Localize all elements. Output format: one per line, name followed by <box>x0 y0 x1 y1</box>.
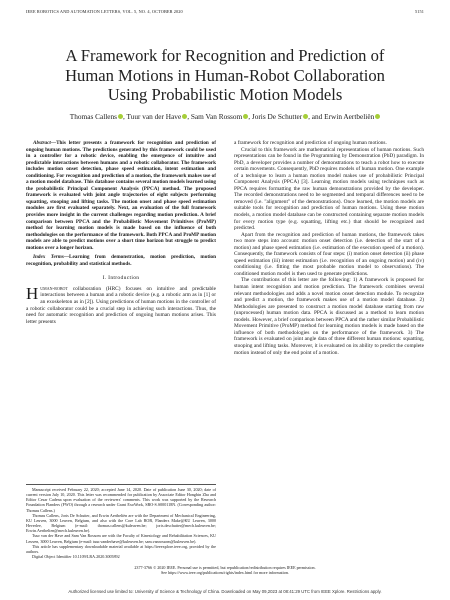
body-paragraph: Crucial to this framework are mathematical representations of human motions. Such representations can be found in the Programming by Demonstration (PbD) paradigm. In PbD, a developer provides a number of demonstrations to teach a robot how to execute certain movements. Consequently, PbD requires models of human motion. One example of a technique to learn a human motion model makes use of probabilistic Principal Component Analysis (PPCA) [3]. Learning motion models using techniques such as PPCA requires formatting the raw human demonstrations provided by the developer. The recorded demonstrations need to be segmented and temporal differences need to be removed (i.e. "alignment" of the demonstrations). Once learned, the motion models are suitable tools for recognition and prediction of human motions. Using these motion models, a motion model database can be constructed containing separate motion models for every motion type (e.g. squatting, lifting etc.) that should be recognized and predicted. <box>234 146 424 232</box>
index-terms <box>26 254 216 267</box>
author-name: Thomas Callens <box>69 112 118 121</box>
orcid-icon[interactable] <box>375 114 380 119</box>
title-line: Using Probabilistic Motion Models <box>107 85 343 104</box>
footnote-affiliation: Tuur van der Have and Sam Van Rossom are with the Faculty of Kinesiology and Rehabilitation Sciences, KU Leuven, 3000 Leuven, Belgium (e-mail: tuur.vanderhave@kuleuven.be; sam.vanrossom@kuleuven.be). <box>26 533 216 544</box>
page-number: 5151 <box>415 9 424 14</box>
body-paragraph: The contributions of this letter are the following: 1) A framework is proposed for human intent recognition and motion prediction. The framework combines several relevant methodologies and adds a novel motion onset detection module. To recognize and predict a motion, the framework makes use of a motion model database. 2) Methodologies are presented to construct a motion model database starting from raw (unprocessed) human motion data. PPCA is discussed as a method to learn motion models. However, a brief comparison between PPCA and the rather similar Probabilistic Movement Primitive (ProMP) method for learning motion models is made based on the influence of both methodologies on the performance of the framework. 3) The framework is evaluated on joint angle data of three different human motions: squatting, stooping and lifting tasks. Moreover, it is evaluated on its ability to predict the complete motion instead of only the end point of a motion. <box>234 277 424 356</box>
running-header <box>26 9 424 17</box>
right-column <box>234 140 424 356</box>
paper-title <box>20 46 430 105</box>
author-name: Sam Van Rossom <box>190 112 243 121</box>
footnote-supplementary: This article has supplementary downloadable material available at https://ieeexplore.ieee.org, provided by the authors. <box>26 543 216 554</box>
drop-cap: H <box>26 283 39 303</box>
copyright-notice <box>0 565 450 575</box>
author-separator: , <box>123 112 127 121</box>
introduction-paragraph <box>26 283 216 325</box>
index-terms-label: Index Terms <box>33 254 64 261</box>
intro-lead: uman-robot <box>40 285 68 292</box>
author-separator: , <box>248 112 252 121</box>
author-list <box>10 112 440 121</box>
abstract-text: —This letter presents a framework for recognition and prediction of ongoing human motions. The predictions generated by this framework could be used in a controller for a robotic device, enabling the emergence of intuitive and predictable interactions between humans and a robotic collaborator. The framework includes motion onset detection, phase speed estimation, intent estimation and conditioning. For recognition and prediction of a motion, the framework makes use of a motion model database. This database contains several motion models learned using the probabilistic Principal Component Analysis (PPCA) method. The proposed framework is evaluated with joint angle trajectories of eight subjects performing squatting, stooping and lifting tasks. The motion onset and phase speed estimation modules are first evaluated separately. Next, an evaluation of the full framework provides more insight in the current challenges regarding motion prediction. A brief comparison between PPCA and the Probabilistic Movement Primitives (ProMP) method for learning motion models is made based on the influence of both methodologies on the performance of the framework. Both PPCA and ProMP motion models are able to predict motions over a short time horizon but struggle to predict motions over a longer horizon. <box>26 140 216 251</box>
copyright-line: 2377-3766 © 2020 IEEE. Personal use is permitted, but republication/redistribution requires IEEE permission. <box>134 565 316 570</box>
footnote-doi: Digital Object Identifier 10.1109/LRA.2020.3005892 <box>32 554 120 560</box>
body-paragraph: Apart from the recognition and prediction of human motions, the framework takes two more steps into account: motion onset detection (i.e. detection of the start of a motion) and phase speed estimation (i.e. estimation of the execution speed of a motion). Consequently, the framework consists of four steps: (i) motion onset detection (ii) phase speed estimation (iii) intent estimation (i.e. recognition of an ongoing motion) and (iv) conditioning (i.e. fitting the most probable motion model to observations). The conditioned motion model is then used to generate predictions. <box>234 231 424 277</box>
author-name: Joris De Schutter <box>251 112 303 121</box>
author-separator: , <box>187 112 191 121</box>
abstract <box>26 140 216 251</box>
footnotes <box>26 484 216 559</box>
index-terms-text: —Learning from demonstration, motion prediction, motion recognition, probability and statistical methods. <box>26 254 216 267</box>
left-column <box>26 140 216 325</box>
footnote-manuscript: Manuscript received February 22, 2020; accepted June 14, 2020. Date of publication June 30, 2020; date of current version July 10, 2020. This letter was recommended for publication by Associate Editor Hongbin Zha and Editor Cesar Cadena upon evaluation of the reviewers' comments. This work was supported by the Research Foundation Flanders (FWO) through a research under Grant ExoWork, SBO-S.S000118N. (Corresponding author: Thomas Callens.) <box>26 487 216 513</box>
author-name: Tuur van der Have <box>126 112 182 121</box>
journal-header: IEEE ROBOTICS AND AUTOMATION LETTERS, VOL. 5, NO. 4, OCTOBER 2020 <box>26 9 183 14</box>
author-separator: , and <box>308 112 325 121</box>
author-name: Erwin Aertbeliën <box>324 112 375 121</box>
title-line: Human Motions in Human-Robot Collaboration <box>65 65 385 85</box>
abstract-label: Abstract <box>33 140 51 146</box>
intro-text: collaboration (HRC) focuses on intuitive and predictable interactions between a human and a robotic device (e.g. a robotic arm as in [1] or an exoskeleton as in [2]). Using predictions of human motions in the controller of a robotic collaborator could be a crucial step in achieving such interactions. Thus, the need for automatic recognition and prediction of ongoing human motions arises. This letter presents <box>26 285 216 325</box>
download-notice: Authorized licensed use limited to: University of Science & Technology of China. Downloaded on May 09,2023 at 08:41:29 UTC from IEEE Xplore. Restrictions apply. <box>68 589 382 594</box>
title-line: A Framework for Recognition and Prediction of <box>65 46 385 65</box>
footnote-affiliation: Thomas Callens, Joris De Schutter, and Erwin Aertbeliën are with the Department of Mechanical Engineering, KU Leuven, 3000 Leuven, Belgium, and also with the Core Lab ROB, Flanders Make@KU Leuven, 3000 Heverlee, Belgium (e-mail: thomas.callens@kuleuven.be; joris.deschutter@mech.kuleuven.be; Erwin.Aertbelien@mech.kuleuven.be). <box>26 512 216 534</box>
copyright-line: See https://www.ieee.org/publications/rights/index.html for more information. <box>161 570 289 576</box>
body-paragraph: a framework for recognition and prediction of ongoing human motions. <box>234 140 387 146</box>
section-heading-introduction: I. Introduction <box>102 275 140 282</box>
